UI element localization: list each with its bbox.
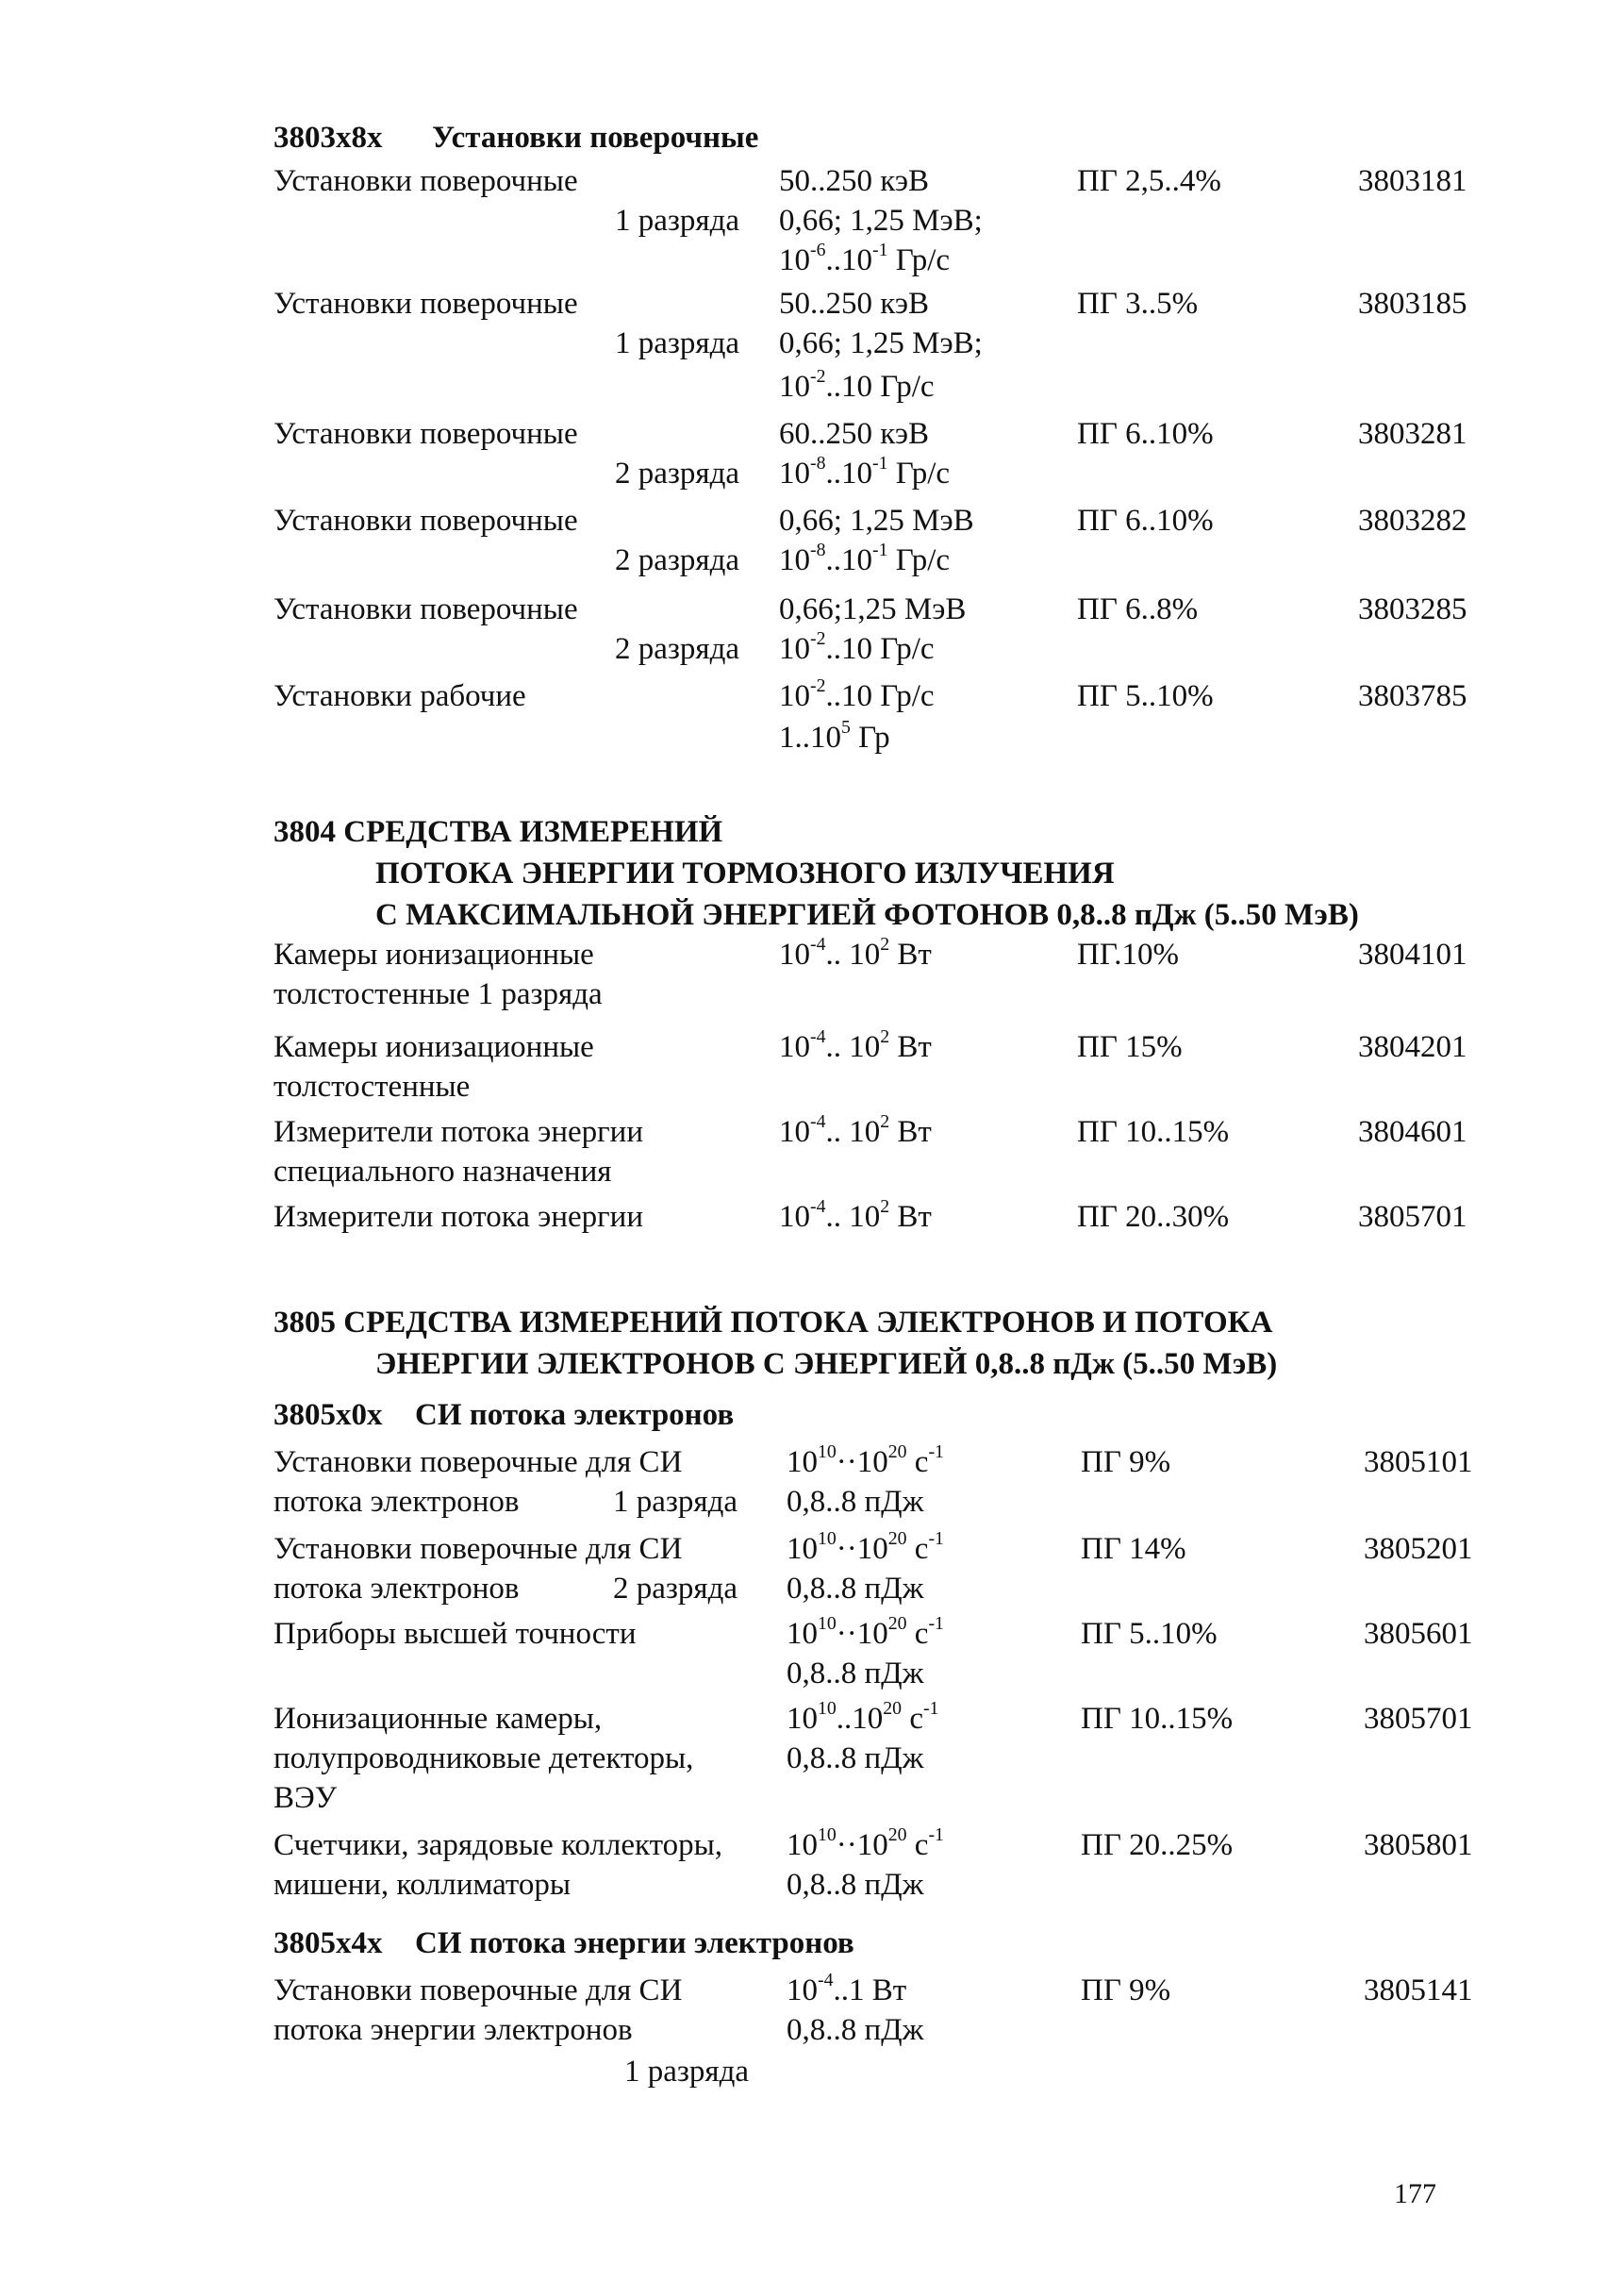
section-title-line: СРЕДСТВА ИЗМЕРЕНИЙ — [343, 815, 723, 849]
range-line: $10^{-4}$.. $10^2$ Вт — [779, 1111, 932, 1149]
error-limit: ПГ 14% — [1081, 1532, 1186, 1566]
range-line: $10^{-2}..10$ Гр/с — [779, 628, 935, 666]
okp-code: 3804101 — [1358, 938, 1467, 972]
device-class: 2 разряда — [615, 632, 740, 666]
okp-code: 3803185 — [1358, 287, 1467, 321]
device-class: 1 разряда — [615, 204, 740, 238]
error-limit: ПГ 9% — [1081, 1445, 1171, 1479]
device-name: Установки поверочные — [273, 164, 578, 198]
device-name: Измерители потока энергии — [273, 1200, 644, 1234]
okp-code: 3805101 — [1364, 1445, 1473, 1479]
range-line: 0,8..8 пДж — [787, 2013, 924, 2047]
range-line: 1..10$^5$ Гр — [779, 717, 890, 755]
range-line: $10^{-2}..10$ Гр/с — [779, 366, 935, 404]
section-code: 3804 — [273, 815, 336, 849]
range-line: $10^{10}..10^{20}$ $с^{-1}$ — [787, 1698, 939, 1736]
okp-code: 3805801 — [1364, 1828, 1473, 1862]
okp-code: 3805701 — [1364, 1702, 1473, 1736]
device-class: 1 разряда — [615, 326, 740, 360]
device-name: Установки рабочие — [273, 679, 526, 713]
device-name: ВЭУ — [273, 1781, 338, 1815]
range-line: 0,8..8 пДж — [787, 1572, 924, 1606]
okp-code: 3804601 — [1358, 1115, 1467, 1149]
device-name: Установки поверочные — [273, 592, 578, 626]
section-title-line: ЭНЕРГИИ ЭЛЕКТРОНОВ С ЭНЕРГИЕЙ 0,8..8 пДж (5..50 МэВ) — [375, 1347, 1278, 1381]
device-name: толстостенные — [273, 1070, 471, 1104]
error-limit: ПГ 6..8% — [1077, 592, 1199, 626]
subsection-code: 3803x8x — [273, 121, 383, 155]
error-limit: ПГ 10..15% — [1077, 1115, 1230, 1149]
okp-code: 3804201 — [1358, 1030, 1467, 1064]
device-class: 1 разряда — [624, 2055, 750, 2089]
device-name: Камеры ионизационные — [273, 938, 594, 972]
device-name: потока электронов — [273, 1572, 520, 1606]
error-limit: ПГ 9% — [1081, 1973, 1171, 2007]
error-limit: ПГ 15% — [1077, 1030, 1183, 1064]
subsection-header-3803x8x — [273, 121, 758, 156]
page-number: 177 — [1394, 2178, 1436, 2209]
device-name: Установки поверочные — [273, 287, 578, 321]
okp-code: 3805141 — [1364, 1973, 1473, 2007]
okp-code: 3803181 — [1358, 164, 1467, 198]
subsection-header-3805x4x — [273, 1926, 854, 1961]
device-name: мишени, коллиматоры — [273, 1868, 572, 1902]
device-name: Установки поверочные для СИ — [273, 1973, 683, 2007]
error-limit: ПГ 6..10% — [1077, 504, 1214, 538]
range-line: 50..250 кэВ — [779, 287, 930, 321]
device-class: 2 разряда — [613, 1572, 738, 1606]
range-line: 60..250 кэВ — [779, 417, 930, 451]
okp-code: 3803281 — [1358, 417, 1467, 451]
device-name: Установки поверочные — [273, 504, 578, 538]
device-name: Установки поверочные для СИ — [273, 1532, 683, 1566]
section-header-3804 — [273, 811, 1359, 936]
error-limit: ПГ 3..5% — [1077, 287, 1199, 321]
range-line: 0,8..8 пДж — [787, 1868, 924, 1902]
range-line: $10^{10}\cdot\cdot 10^{20}$ $с^{-1}$ — [787, 1824, 944, 1862]
okp-code: 3803785 — [1358, 679, 1467, 713]
device-name: специального назначения — [273, 1155, 612, 1189]
range-line: $10^{-4}$.. $10^2$ Вт — [779, 1196, 932, 1234]
device-name: потока энергии электронов — [273, 2013, 633, 2047]
subsection-title: СИ потока энергии электронов — [415, 1926, 854, 1960]
device-name: Установки поверочные для СИ — [273, 1445, 683, 1479]
device-name: Ионизационные камеры, — [273, 1702, 603, 1736]
range-line: $10^{10}\cdot\cdot 10^{20}$ $с^{-1}$ — [787, 1528, 944, 1566]
range-line: $10^{-2}..10$ Гр/с — [779, 675, 935, 713]
device-class: 2 разряда — [615, 457, 740, 491]
range-line: $10^{-4}$.. $10^2$ Вт — [779, 1026, 932, 1064]
error-limit: ПГ 20..25% — [1081, 1828, 1234, 1862]
range-line: 50..250 кэВ — [779, 164, 930, 198]
okp-code: 3803282 — [1358, 504, 1467, 538]
section-header-3805 — [273, 1302, 1277, 1385]
range-line: 0,8..8 пДж — [787, 1741, 924, 1775]
error-limit: ПГ 6..10% — [1077, 417, 1214, 451]
error-limit: ПГ 20..30% — [1077, 1200, 1230, 1234]
device-class: 2 разряда — [615, 543, 740, 577]
range-line: $10^{-6}..10^{-1}$ Гр/с — [779, 240, 951, 277]
device-name: Установки поверочные — [273, 417, 578, 451]
okp-code: 3805701 — [1358, 1200, 1467, 1234]
range-line: 0,8..8 пДж — [787, 1485, 924, 1519]
section-title-line: ПОТОКА ЭНЕРГИИ ТОРМОЗНОГО ИЗЛУЧЕНИЯ — [375, 857, 1115, 891]
error-limit: ПГ.10% — [1077, 938, 1179, 972]
subsection-code: 3805x4x — [273, 1926, 383, 1960]
okp-code: 3803285 — [1358, 592, 1467, 626]
range-line: 0,8..8 пДж — [787, 1657, 924, 1690]
subsection-header-3805x0x — [273, 1398, 734, 1433]
device-class: 1 разряда — [613, 1485, 738, 1519]
device-name: толстостенные 1 разряда — [273, 977, 603, 1011]
range-line: $10^{10}\cdot\cdot 10^{20}$ $с^{-1}$ — [787, 1613, 944, 1651]
device-name: Измерители потока энергии — [273, 1115, 644, 1149]
error-limit: ПГ 5..10% — [1081, 1617, 1218, 1651]
device-name: Приборы высшей точности — [273, 1617, 637, 1651]
device-name: Камеры ионизационные — [273, 1030, 594, 1064]
range-line: 0,66; 1,25 МэВ; — [779, 326, 983, 360]
error-limit: ПГ 10..15% — [1081, 1702, 1234, 1736]
range-line: 0,66; 1,25 МэВ; — [779, 204, 983, 238]
subsection-code: 3805x0x — [273, 1398, 383, 1432]
range-line: 0,66; 1,25 МэВ — [779, 504, 974, 538]
device-name: потока электронов — [273, 1485, 520, 1519]
range-line: $10^{-8}..10^{-1}$ Гр/с — [779, 540, 951, 577]
section-code: 3805 — [273, 1306, 336, 1340]
range-line: $10^{-8}..10^{-1}$ Гр/с — [779, 453, 951, 491]
device-name: полупроводниковые детекторы, — [273, 1741, 694, 1775]
range-line: 0,66;1,25 МэВ — [779, 592, 967, 626]
error-limit: ПГ 5..10% — [1077, 679, 1214, 713]
section-title-line: СРЕДСТВА ИЗМЕРЕНИЙ ПОТОКА ЭЛЕКТРОНОВ И ПОТОКА — [343, 1306, 1273, 1340]
subsection-title: Установки поверочные — [432, 121, 759, 155]
section-title-line: С МАКСИМАЛЬНОЙ ЭНЕРГИЕЙ ФОТОНОВ 0,8..8 пДж (5..50 МэВ) — [375, 898, 1359, 932]
range-line: $10^{10}\cdot\cdot 10^{20}$ $с^{-1}$ — [787, 1441, 944, 1479]
range-line: $10^{-4}..1$ Вт — [787, 1970, 907, 2007]
subsection-title: СИ потока электронов — [415, 1398, 735, 1432]
device-name: Счетчики, зарядовые коллекторы, — [273, 1828, 723, 1862]
okp-code: 3805601 — [1364, 1617, 1473, 1651]
error-limit: ПГ 2,5..4% — [1077, 164, 1221, 198]
range-line: $10^{-4}$.. $10^2$ Вт — [779, 934, 932, 972]
okp-code: 3805201 — [1364, 1532, 1473, 1566]
